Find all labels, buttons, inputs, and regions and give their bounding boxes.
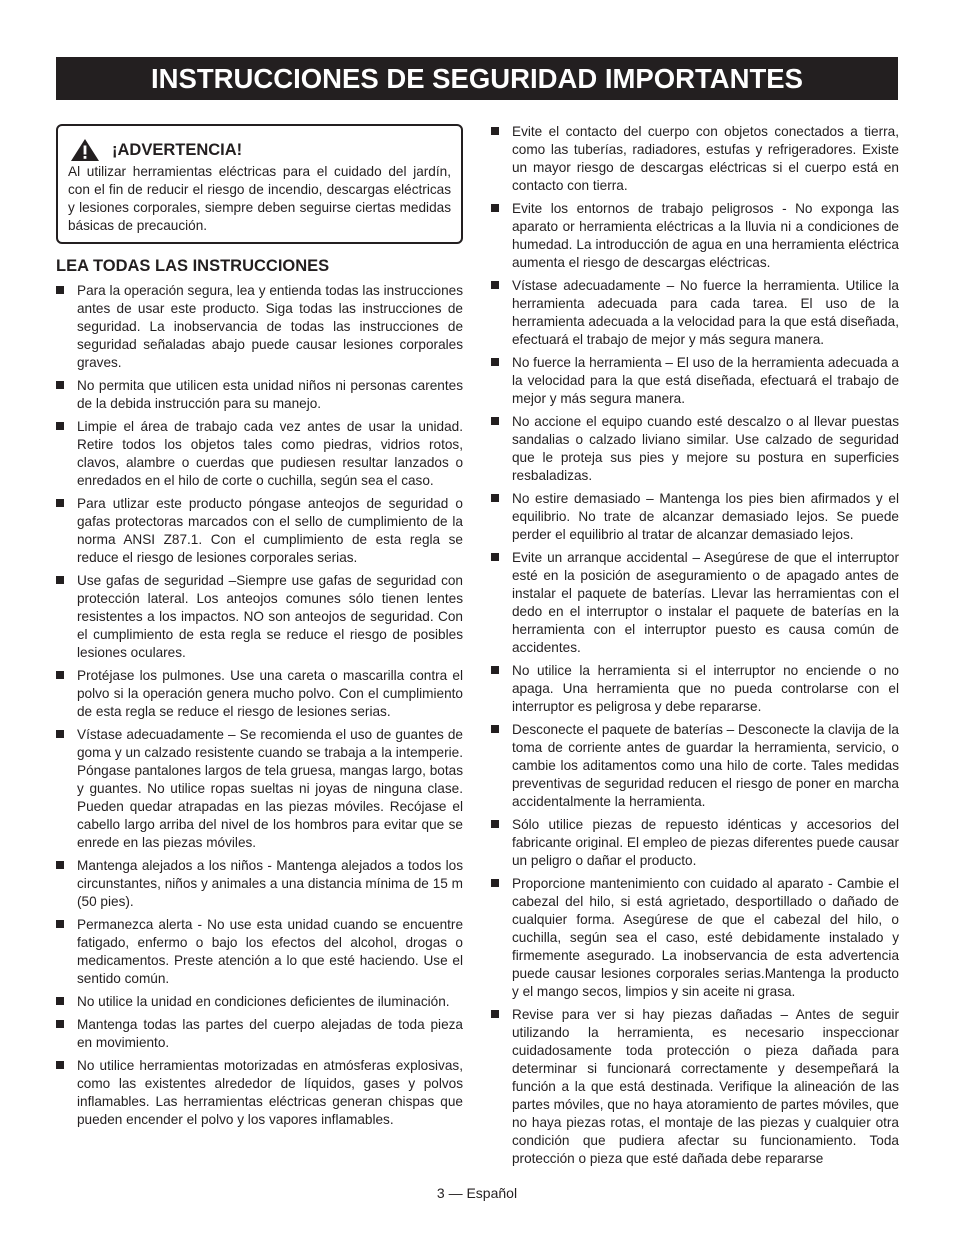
list-item	[56, 1057, 463, 1129]
list-item-text: Limpie el área de trabajo cada vez antes de usar la unidad. Retire todos los objetos tales como piedras, vidrios rotos, clavos, alambre o cuerdas que pudiesen resultar lanzados o enredados en el hilo de corte o cuchilla, según sea el caso.	[77, 419, 463, 488]
square-bullet-icon	[56, 1020, 64, 1028]
right-column	[491, 123, 899, 1173]
list-item	[491, 816, 899, 870]
square-bullet-icon	[491, 358, 499, 366]
list-item-text: Mantenga todas las partes del cuerpo alejadas de toda pieza en movimiento.	[77, 1017, 463, 1050]
list-item-text: Permanezca alerta - No use esta unidad cuando se encuentre fatigado, enfermo o bajo los efectos del alcohol, drogas o medicamentos. Preste atención a lo que esté haciendo. Use el sentido común.	[77, 917, 463, 986]
list-item	[491, 721, 899, 811]
list-item	[56, 495, 463, 567]
warning-box	[56, 124, 463, 244]
list-item	[56, 418, 463, 490]
list-item-text: Use gafas de seguridad –Siempre use gafas de seguridad con protección lateral. Los anteojos comunes sólo tienen lentes resistentes a los impactos. NO son anteojos de seguridad. Con el cumplimiento de esta regla se reduce el riesgo de posibles lesiones oculares.	[77, 573, 463, 660]
list-item-text: Desconecte el paquete de baterías – Desconecte la clavija de la toma de corriente antes de guardar la herramienta, servicio, o cambie los aditamentos como una hilo de corte. Tales medidas preventivas de seguridad reducen el riesgo de poner en marcha accidentalmente la herramienta.	[512, 722, 899, 809]
warning-heading: ¡ADVERTENCIA!	[112, 140, 243, 159]
list-item-text: No accione el equipo cuando esté descalzo o al llevar puestas sandalias o calzado liviano similar. Use calzado de seguridad que le proteja sus pies y mejore su postura en superficies resbaladizas.	[512, 414, 899, 483]
square-bullet-icon	[491, 879, 499, 887]
list-item-text: Protéjase los pulmones. Use una careta o mascarilla contra el polvo si la operación genera mucho polvo. Con el cumplimiento de esta regla se reduce el riesgo de lesiones serias.	[77, 668, 463, 719]
list-item	[491, 490, 899, 544]
list-item-text: Para la operación segura, lea y entienda todas las instrucciones antes de usar este producto. Siga todas las instrucciones de seguridad. La inobservancia de todas las instrucciones de seguridad señaladas abajo puede causar lesiones corporales graves.	[77, 283, 463, 370]
list-item	[56, 572, 463, 662]
list-item	[491, 200, 899, 272]
list-item	[56, 282, 463, 372]
list-item-text: Sólo utilice piezas de repuesto idénticas y accesorios del fabricante original. El empleo de piezas diferentes puede causar un peligro o dañar el producto.	[512, 817, 899, 868]
square-bullet-icon	[491, 553, 499, 561]
list-item	[491, 413, 899, 485]
section-heading: LEA TODAS LAS INSTRUCCIONES	[56, 257, 330, 275]
list-item	[56, 377, 463, 413]
list-item	[491, 354, 899, 408]
list-item	[56, 857, 463, 911]
list-item-text: Mantenga alejados a los niños - Mantenga alejados a todos los circunstantes, niños y animales a una distancia mínima de 15 m (50 pies).	[77, 858, 463, 909]
list-item-text: Evite un arranque accidental – Asegúrese de que el interruptor esté en la posición de aseguramiento o de apagado antes de instalar el paquete de baterías. Llevar las herramientas con el dedo en el interruptor o instalar el paquete de baterías en la herramienta con el interruptor puesto es causa común de accidentes.	[512, 550, 899, 655]
list-item	[491, 662, 899, 716]
square-bullet-icon	[491, 204, 499, 212]
square-bullet-icon	[491, 417, 499, 425]
list-item	[56, 993, 463, 1011]
list-item	[491, 549, 899, 657]
list-item	[491, 123, 899, 195]
square-bullet-icon	[56, 730, 64, 738]
square-bullet-icon	[56, 997, 64, 1005]
list-item-text: Para utlizar este producto póngase anteojos de seguridad o gafas protectoras marcados con el sello de cumplimiento de la norma ANSI Z87.1. Con el cumplimiento de esta regla se reduce el riesgo de lesiones corporales serias.	[77, 496, 463, 565]
list-item-text: Evite los entornos de trabajo peligrosos - No exponga las aparato or herramienta eléctricas a la lluvia ni a condiciones de humedad. La introducción de agua en una herramienta eléctrica aumenta el riesgo de descargas eléctricas.	[512, 201, 899, 270]
list-item	[491, 277, 899, 349]
right-bullet-list	[491, 123, 899, 1168]
list-item-text: Evite el contacto del cuerpo con objetos conectados a tierra, como las tuberías, radiadores, estufas y refrigeradores. Existe un mayor riesgo de descargas eléctricas si el cuerpo está en contacto con tierra.	[512, 124, 899, 193]
square-bullet-icon	[56, 920, 64, 928]
square-bullet-icon	[56, 286, 64, 294]
list-item-text: No estire demasiado – Mantenga los pies bien afirmados y el equilibrio. No trate de alcanzar demasiado lejos. Se puede perder el equilibrio al tratar de alcanzar demasiado lejos.	[512, 491, 899, 542]
square-bullet-icon	[56, 1061, 64, 1069]
square-bullet-icon	[56, 576, 64, 584]
warning-triangle-icon	[70, 138, 100, 162]
page-footer: 3 — Español	[436, 1185, 518, 1201]
square-bullet-icon	[491, 127, 499, 135]
square-bullet-icon	[491, 666, 499, 674]
warning-header	[68, 137, 451, 163]
list-item-text: No utilice herramientas motorizadas en atmósferas explosivas, como las existentes alrededor de líquidos, gases y polvos inflamables. Las herramientas eléctricas generan chispas que pueden encender el polvo y los vapores inflamables.	[77, 1058, 463, 1127]
left-bullet-list	[56, 282, 463, 1129]
list-item-text: No permita que utilicen esta unidad niños ni personas carentes de la debida instrucción para su manejo.	[77, 378, 463, 411]
square-bullet-icon	[491, 725, 499, 733]
list-item-text: Revise para ver si hay piezas dañadas – Antes de seguir utilizando la herramienta, es necesario inspeccionar cuidadosamente toda protección o pieza dañada para determinar si funcionará correctamente y desempeñará la función a la que está destinada. Verifique la alineación de las partes móviles, que no haya atoramiento de partes móviles, que no haya piezas rotas, el montaje de las piezas y cualquier otra condición que pudiera afectar su funcionamiento. Toda protección o pieza que esté dañada debe repararse	[512, 1007, 899, 1166]
square-bullet-icon	[56, 381, 64, 389]
left-column	[56, 124, 463, 1134]
square-bullet-icon	[491, 820, 499, 828]
list-item-text: Proporcione mantenimiento con cuidado al aparato - Cambie el cabezal del hilo, si está agrietado, desportillado o dañado de cualquier forma. Asegúrese de que el cabezal del hilo, o cuchilla, según sea el caso, esté debidamente instalado y firmemente asegurado. La inobservancia de esta advertencia puede causar lesiones corporales serias.Mantenga la producto y el mango secos, limpios y sin aceite ni grasa.	[512, 876, 899, 999]
list-item-text: No utilice la herramienta si el interruptor no enciende o no apaga. Una herramienta que no pueda controlarse con el interruptor es peligrosa y debe repararse.	[512, 663, 899, 714]
list-item-text: Vístase adecuadamente – No fuerce la herramienta. Utilice la herramienta adecuada para cada tarea. El uso de la herramienta adecuada a la velocidad para la que está diseñada, efectuará el trabajo de mejor y más segura manera.	[512, 278, 899, 347]
square-bullet-icon	[56, 861, 64, 869]
page-title: INSTRUCCIONES DE SEGURIDAD IMPORTANTES	[56, 57, 898, 100]
list-item-text: No fuerce la herramienta – El uso de la herramienta adecuada a la velocidad para la que está diseñada, efectuará el trabajo de mejor y más segura manera.	[512, 355, 899, 406]
warning-text: Al utilizar herramientas eléctricas para el cuidado del jardín, con el fin de reducir el riesgo de incendio, descargas eléctricas y lesiones corporales, siempre deben seguirse ciertas medidas básicas de precaución.	[68, 164, 451, 233]
list-item	[56, 667, 463, 721]
list-item	[491, 875, 899, 1001]
list-item	[56, 1016, 463, 1052]
list-item-text: No utilice la unidad en condiciones deficientes de iluminación.	[77, 994, 450, 1009]
square-bullet-icon	[491, 281, 499, 289]
list-item	[56, 916, 463, 988]
list-item-text: Vístase adecuadamente – Se recomienda el uso de guantes de goma y un calzado resistente cuando se trabaja a la intemperie. Póngase pantalones largos de tela gruesa, mangas largo, botas y guantes. No utilice ropas sueltas ni joyas de ninguna clase. Pueden quedar atrapadas en las piezas móviles. Recójase el cabello largo arriba del nivel de los hombros para evitar que se enrede en las piezas móviles.	[77, 727, 463, 850]
list-item	[491, 1006, 899, 1168]
square-bullet-icon	[56, 499, 64, 507]
square-bullet-icon	[491, 1010, 499, 1018]
square-bullet-icon	[56, 422, 64, 430]
square-bullet-icon	[491, 494, 499, 502]
list-item	[56, 726, 463, 852]
square-bullet-icon	[56, 671, 64, 679]
